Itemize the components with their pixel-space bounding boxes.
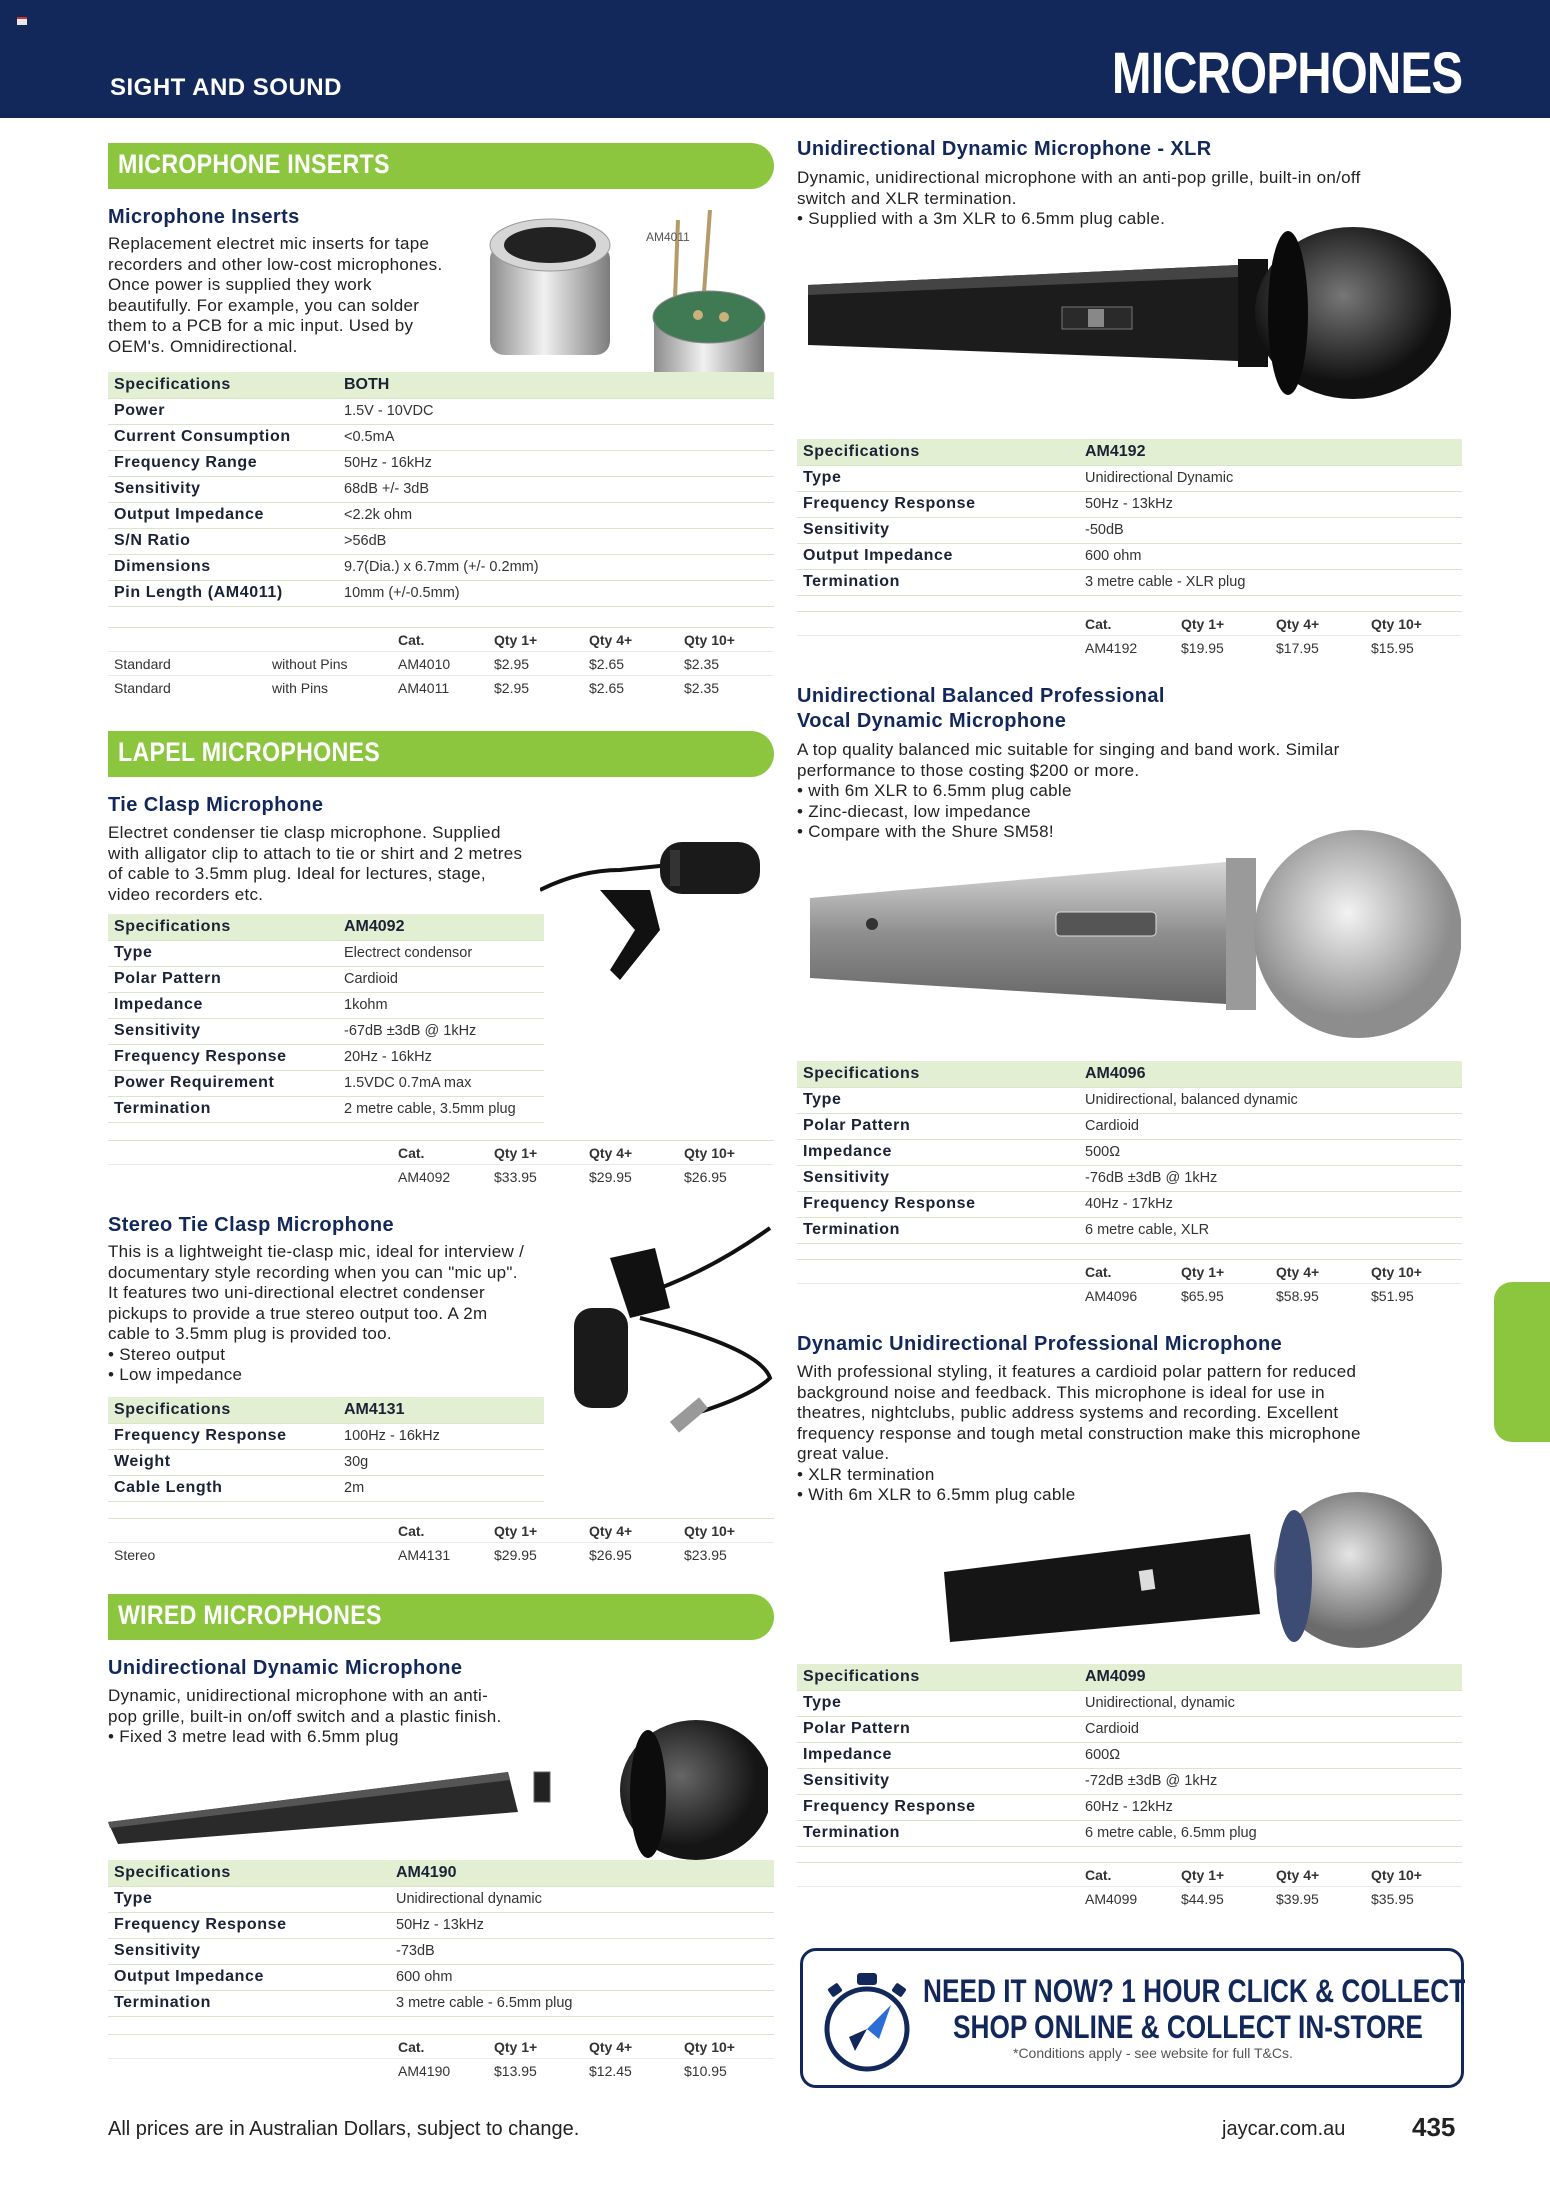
- price-table-tie-clasp: Cat. Qty 1+ Qty 4+ Qty 10+ AM4092 $33.95 $29.95 $26.95: [108, 1140, 774, 1189]
- product-desc-unidirectional: Dynamic, unidirectional microphone with an anti- pop grille, built-in on/off switch and a plastic finish. • Fixed 3 metre lead with 6.5mm plug: [108, 1686, 502, 1746]
- spec-table-unidirectional: Specifications AM4190 Type Unidirectional dynamic Frequency Response 50Hz - 13kHz Sensitivity -73dB Output Impedance 600 ohm Termination 3 metre cable - 6.5mm plug: [108, 1860, 774, 2017]
- page-title: MICROPHONES: [1111, 41, 1462, 106]
- spec-table-balanced: Specifications AM4096 Type Unidirectional, balanced dynamic Polar Pattern Cardioid Impedance 500Ω Sensitivity -76dB ±3dB @ 1kHz Frequency Response 40Hz - 17kHz Termination 6 metre cable, XLR: [797, 1061, 1462, 1244]
- product-title-unidirectional: Unidirectional Dynamic Microphone: [108, 1657, 463, 1679]
- product-desc-xlr: Dynamic, unidirectional microphone with an anti-pop grille, built-in on/off switch and XLR termination. • Supplied with a 3m XLR to 6.5mm plug cable.: [797, 168, 1361, 228]
- price-row: Standard with Pins AM4011 $2.95 $2.65 $2.35: [108, 676, 774, 700]
- pro-mic-image: [940, 1492, 1450, 1662]
- product-desc-balanced: A top quality balanced mic suitable for singing and band work. Similar performance to those costing $200 or more. • with 6m XLR to 6.5mm plug cable • Zinc-diecast, low impedance • Compare with the Shure SM58!: [797, 740, 1340, 841]
- price-table-unidirectional: Cat. Qty 1+ Qty 4+ Qty 10+ AM4190 $13.95 $12.45 $10.95: [108, 2034, 774, 2083]
- price-row: AM4099 $44.95 $39.95 $35.95: [797, 1887, 1462, 1911]
- product-title-xlr: Unidirectional Dynamic Microphone - XLR: [797, 138, 1212, 160]
- balanced-mic-image: [806, 828, 1461, 1048]
- stopwatch-icon: [819, 1967, 915, 2073]
- price-row: AM4190 $13.95 $12.45 $10.95: [108, 2059, 774, 2083]
- section-side-tab[interactable]: [1494, 1282, 1550, 1442]
- product-title-inserts: Microphone Inserts: [108, 206, 300, 228]
- promo-conditions: *Conditions apply - see website for full T&Cs.: [1013, 2045, 1293, 2061]
- product-title-pro: Dynamic Unidirectional Professional Microphone: [797, 1333, 1283, 1355]
- stereo-tie-clasp-mic-image: [560, 1218, 780, 1438]
- menu-icon[interactable]: [17, 17, 27, 25]
- spec-table-inserts: Specifications BOTH Power 1.5V - 10VDC Current Consumption <0.5mA Frequency Range 50Hz - 16kHz Sensitivity 68dB +/- 3dB Output Impedance <2.2k ohm S/N Ratio >56dB Dimensions 9.7(Dia.) x 6.7mm (+/- 0.2mm) Pin Length (AM4011) 10mm (+/-0.5mm): [108, 372, 774, 607]
- product-title-balanced: Unidirectional Balanced Professional Vocal Dynamic Microphone: [797, 685, 1165, 732]
- promo-headline: NEED IT NOW? 1 HOUR CLICK & COLLECT: [923, 1973, 1466, 2009]
- price-row: AM4192 $19.95 $17.95 $15.95: [797, 636, 1462, 660]
- product-desc-inserts: Replacement electret mic inserts for tape recorders and other low-cost microphones. Once power is supplied they work beautifully. For example, you can solder them to a PCB for a mic input. Used by OEM's. Omnidirectional.: [108, 234, 443, 356]
- price-table-inserts: Cat. Qty 1+ Qty 4+ Qty 10+ Standard without Pins AM4010 $2.95 $2.65 $2.35 Standard with Pins AM4011 $2.95 $2.65 $2.35: [108, 627, 774, 700]
- spec-table-pro: Specifications AM4099 Type Unidirectional, dynamic Polar Pattern Cardioid Impedance 600Ω Sensitivity -72dB ±3dB @ 1kHz Frequency Response 60Hz - 12kHz Termination 6 metre cable, 6.5mm plug: [797, 1664, 1462, 1847]
- promo-subheadline: SHOP ONLINE & COLLECT IN-STORE: [953, 2009, 1423, 2045]
- footer-price-note: All prices are in Australian Dollars, subject to change.: [108, 2118, 580, 2140]
- price-table-balanced: Cat. Qty 1+ Qty 4+ Qty 10+ AM4096 $65.95 $58.95 $51.95: [797, 1259, 1462, 1308]
- price-row: AM4092 $33.95 $29.95 $26.95: [108, 1165, 774, 1189]
- spec-table-stereo-tie-clasp: Specifications AM4131 Frequency Response 100Hz - 16kHz Weight 30g Cable Length 2m: [108, 1397, 544, 1502]
- product-desc-pro: With professional styling, it features a cardioid polar pattern for reduced background noise and feedback. This microphone is ideal for use in theatres, nightclubs, public address systems and recording. Excellent frequency response and tough metal construction make this microphone great value. • XLR termination • With 6m XLR to 6.5mm plug cable: [797, 1362, 1361, 1504]
- banner-lapel-microphones: LAPEL MICROPHONES: [108, 731, 774, 777]
- spec-table-xlr: Specifications AM4192 Type Unidirectional Dynamic Frequency Response 50Hz - 13kHz Sensitivity -50dB Output Impedance 600 ohm Termination 3 metre cable - XLR plug: [797, 439, 1462, 596]
- product-desc-tie-clasp: Electret condenser tie clasp microphone. Supplied with alligator clip to attach to tie or shirt and 2 metres of cable to 3.5mm plug. Ideal for lectures, stage, video recorders etc.: [108, 823, 523, 904]
- product-title-tie-clasp: Tie Clasp Microphone: [108, 794, 324, 816]
- xlr-mic-image: [808, 225, 1458, 405]
- banner-wired-microphones: WIRED MICROPHONES: [108, 1594, 774, 1640]
- price-row: Standard without Pins AM4010 $2.95 $2.65 $2.35: [108, 652, 774, 676]
- mic-insert-image: [488, 205, 778, 395]
- footer-website-link[interactable]: jaycar.com.au: [1222, 2118, 1346, 2140]
- page-header: [0, 0, 1550, 118]
- product-title-stereo-tie-clasp: Stereo Tie Clasp Microphone: [108, 1214, 395, 1236]
- tie-clasp-mic-image: [540, 830, 780, 1000]
- product-desc-stereo-tie-clasp: This is a lightweight tie-clasp mic, ideal for interview / documentary style recording when you can "mic up". It features two uni-directional electret condenser pickups to provide a true stereo output too. A 2m cable to 3.5mm plug is provided too. • Stereo output • Low impedance: [108, 1242, 525, 1384]
- wired-mic-image: [108, 1712, 768, 1872]
- price-table-xlr: Cat. Qty 1+ Qty 4+ Qty 10+ AM4192 $19.95 $17.95 $15.95: [797, 611, 1462, 660]
- price-row: AM4096 $65.95 $58.95 $51.95: [797, 1284, 1462, 1308]
- section-name: SIGHT AND SOUND: [110, 74, 342, 101]
- page-number: 435: [1412, 2112, 1456, 2142]
- click-collect-promo[interactable]: [800, 1948, 1464, 2088]
- svg-text:AM4011: AM4011: [646, 230, 690, 244]
- price-table-pro: Cat. Qty 1+ Qty 4+ Qty 10+ AM4099 $44.95 $39.95 $35.95: [797, 1862, 1462, 1911]
- price-table-stereo-tie-clasp: Cat. Qty 1+ Qty 4+ Qty 10+ Stereo AM4131 $29.95 $26.95 $23.95: [108, 1518, 774, 1567]
- banner-microphone-inserts: MICROPHONE INSERTS: [108, 143, 774, 189]
- spec-table-tie-clasp: Specifications AM4092 Type Electrect condensor Polar Pattern Cardioid Impedance 1kohm Sensitivity -67dB ±3dB @ 1kHz Frequency Response 20Hz - 16kHz Power Requirement 1.5VDC 0.7mA max Termination 2 metre cable, 3.5mm plug: [108, 914, 544, 1123]
- price-row: Stereo AM4131 $29.95 $26.95 $23.95: [108, 1543, 774, 1567]
